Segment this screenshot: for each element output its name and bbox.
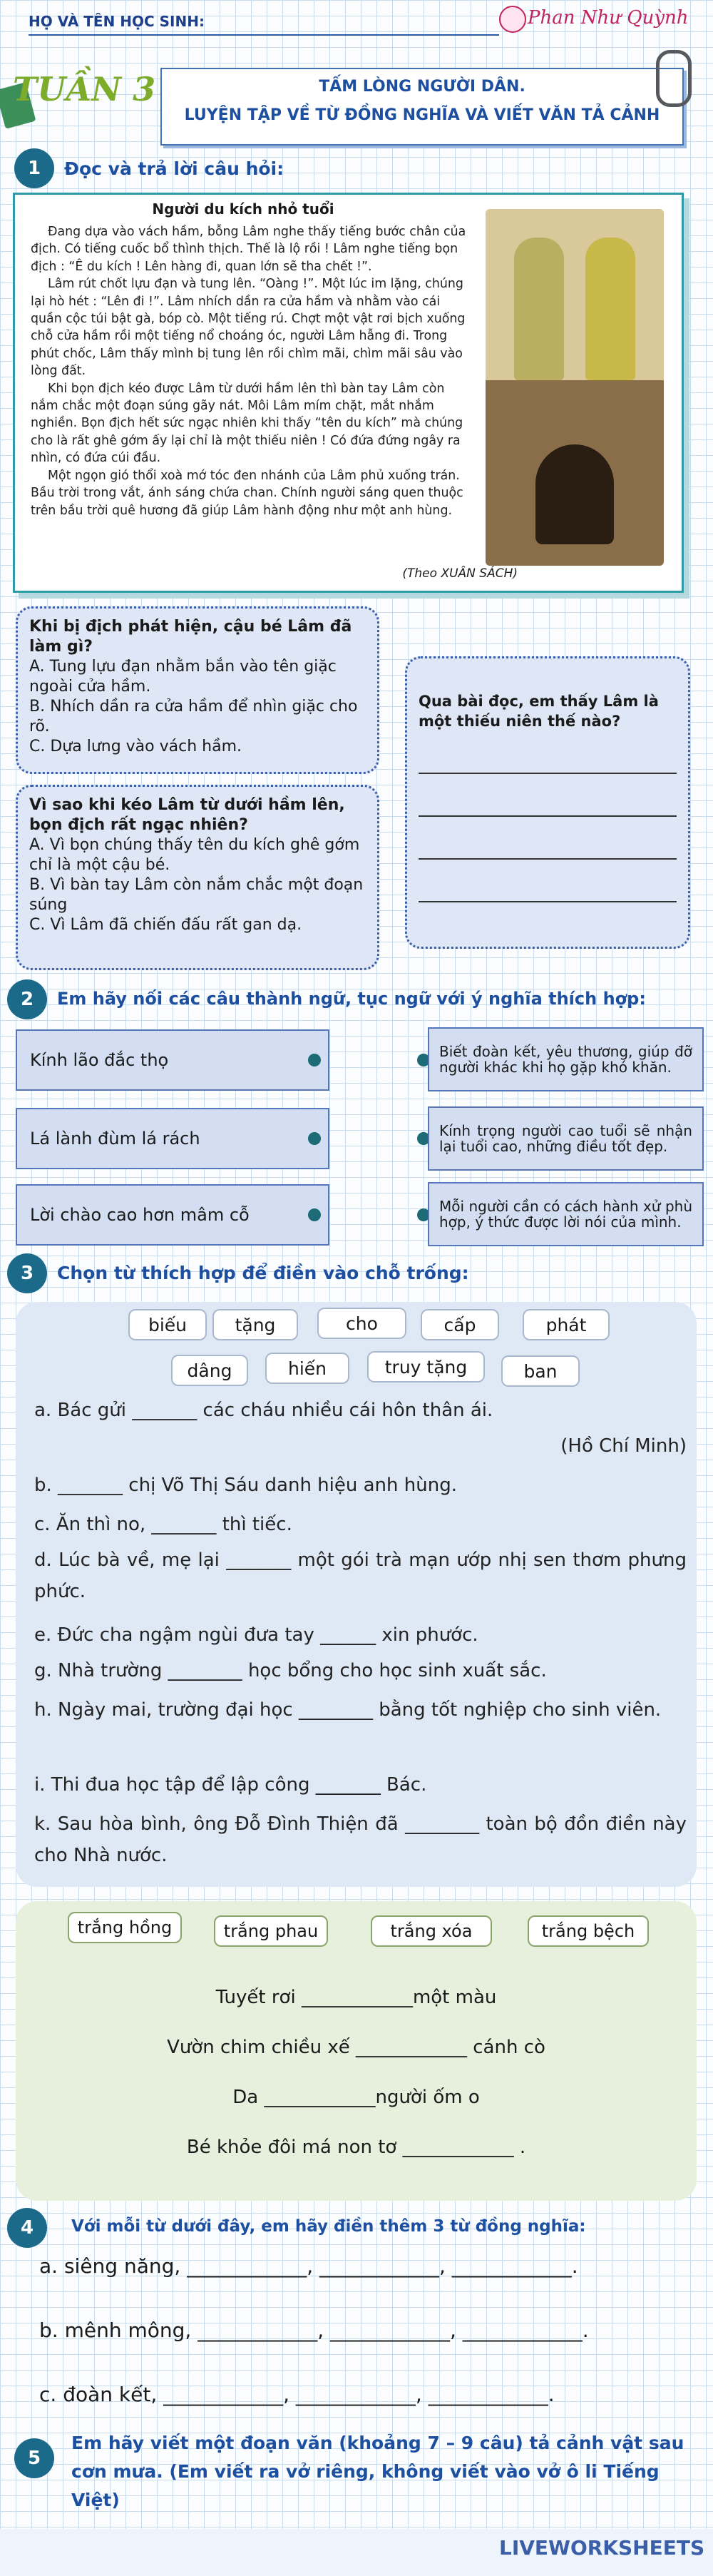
question-1-option-a[interactable]: A. Tung lựu đạn nhằm bắn vào tên giặc ngoài cửa hầm.: [29, 658, 337, 696]
meaning-item[interactable]: Biết đoàn kết, yêu thương, giúp đỡ người khác khi họ gặp khó khăn.: [428, 1027, 704, 1091]
fill-sentence[interactable]: e. Đức cha ngậm ngùi đưa tay ______ xin phước.: [34, 1624, 478, 1646]
fill-sentence-credit: (Hồ Chí Minh): [560, 1435, 687, 1457]
section-2-number: 2: [7, 979, 47, 1019]
section-3-number: 3: [7, 1253, 47, 1293]
author-avatar-icon: [499, 6, 526, 33]
word-chip[interactable]: truy tặng: [367, 1351, 485, 1383]
question-1-option-c[interactable]: C. Dựa lưng vào vách hầm.: [29, 738, 242, 755]
proverb-item[interactable]: Lá lành đùm lá rách: [16, 1108, 329, 1169]
synonym-row[interactable]: a. siêng năng, ____________, ____________, ____________.: [39, 2254, 578, 2278]
title-line-2: LUYỆN TẬP VỀ TỪ ĐỒNG NGHĨA VÀ VIẾT VĂN TẢ CẢNH: [184, 106, 660, 124]
fill-sentence[interactable]: k. Sau hòa bình, ông Đỗ Đình Thiện đã ________ toàn bộ đồn điền này cho Nhà nước.: [34, 1813, 687, 1866]
question-1-box: [16, 606, 379, 774]
soldier-figure: [514, 238, 564, 380]
question-2-box: [16, 785, 379, 970]
match-dot[interactable]: [308, 1054, 321, 1066]
synonym-row[interactable]: b. mênh mông, ____________, ____________, ____________.: [39, 2318, 589, 2342]
author-name: Phan Như Quỳnh: [528, 7, 689, 29]
fill-sentence[interactable]: b. _______ chị Võ Thị Sáu danh hiệu anh hùng.: [34, 1475, 457, 1496]
answer-line[interactable]: [419, 773, 677, 774]
answer-line[interactable]: [419, 815, 677, 817]
synonym-row[interactable]: c. đoàn kết, ____________, ____________, ____________.: [39, 2383, 555, 2406]
answer-line[interactable]: [419, 858, 677, 860]
student-name-label: HỌ VÀ TÊN HỌC SINH:: [29, 13, 205, 30]
poem-line[interactable]: Vườn chim chiều xế ____________ cánh cò: [167, 2037, 545, 2058]
word-chip[interactable]: cấp: [421, 1309, 499, 1340]
soldier-figure: [585, 238, 635, 380]
section-4-title: Với mỗi từ dưới đây, em hãy điền thêm 3 từ đồng nghĩa:: [71, 2217, 586, 2236]
poem-line[interactable]: Da ____________người ốm o: [232, 2087, 480, 2108]
color-word-chip[interactable]: trắng hồng: [68, 1912, 182, 1943]
student-name-line: [29, 13, 499, 36]
section-2-title: Em hãy nối các câu thành ngữ, tục ngữ với ý nghĩa thích hợp:: [57, 989, 646, 1009]
section-1-title: Đọc và trả lời câu hỏi:: [64, 158, 284, 179]
match-dot[interactable]: [308, 1208, 321, 1221]
liveworksheets-logo: LIVEWORKSHEETS: [499, 2536, 705, 2560]
fill-sentence[interactable]: g. Nhà trường ________ học bổng cho học sinh xuất sắc.: [34, 1660, 547, 1681]
word-chip[interactable]: dâng: [171, 1355, 248, 1386]
week-label: TUẦN 3: [13, 70, 156, 108]
fill-sentence[interactable]: d. Lúc bà về, mẹ lại _______ một gói trà mạn ướp nhị sen thơm phưng phức.: [34, 1549, 687, 1602]
cave-shape: [535, 444, 614, 544]
color-word-chip[interactable]: trắng bệch: [528, 1915, 649, 1947]
color-word-chip[interactable]: trắng xóa: [371, 1915, 492, 1947]
fill-sentence[interactable]: a. Bác gửi _______ các cháu nhiều cái hôn thân ái.: [34, 1400, 493, 1421]
question-3-text: Qua bài đọc, em thấy Lâm là một thiếu niên thế nào?: [419, 693, 659, 730]
proverb-item[interactable]: Kính lão đắc thọ: [16, 1029, 329, 1091]
word-chip[interactable]: biếu: [128, 1309, 207, 1340]
color-word-chip[interactable]: trắng phau: [214, 1915, 328, 1947]
story-text: [31, 223, 473, 519]
question-2-option-c[interactable]: C. Vì Lâm đã chiến đấu rất gan dạ.: [29, 916, 302, 934]
question-2-option-a[interactable]: A. Vì bọn chúng thấy tên du kích ghê gớm chỉ là một cậu bé.: [29, 836, 360, 874]
paper-clip-icon: [656, 50, 692, 107]
question-3-box: [405, 656, 690, 949]
story-paragraph: Một ngọn gió thổi xoà mớ tóc đen nhánh của Lâm phủ xuống trán. Bầu trời trong vắt, ánh sáng chứa chan. Chính người sáng quen thuộc trên bầu trời quê hương đã giúp Lâm hành động như một anh hùng.: [31, 468, 463, 518]
word-chip[interactable]: phát: [523, 1309, 610, 1340]
soldiers-illustration: [486, 209, 664, 566]
word-chip[interactable]: hiến: [265, 1353, 349, 1384]
poem-line[interactable]: Bé khỏe đôi má non tơ ____________ .: [186, 2137, 526, 2158]
story-paragraph: Khi bọn địch kéo được Lâm từ dưới hầm lên thì bàn tay Lâm còn nắm chắc một đoạn súng gãy nát. Môi Lâm mím chặt, mắt nhắm nghiền. Bọn địch hết sức ngạc nhiên khi thấy “tên du kích” mà chúng cho là rất ghê gớm ấy lại chỉ là một thiếu niên ! Có đứa đứng ngây ra nhìn, có đứa cúi đầu.: [31, 381, 463, 466]
match-dot[interactable]: [308, 1132, 321, 1145]
meaning-item[interactable]: Mỗi người cần có cách hành xử phù hợp, ý thức được lời nói của mình.: [428, 1182, 704, 1246]
poem-line[interactable]: Tuyết rơi ____________một màu: [215, 1987, 497, 2008]
story-source: (Theo XUÂN SÁCH): [402, 566, 518, 581]
title-line-1: TẤM LÒNG NGƯỜI DÂN.: [319, 78, 525, 96]
title-box: [160, 68, 684, 146]
story-title: Người du kích nhỏ tuổi: [152, 200, 334, 218]
fill-sentence[interactable]: c. Ăn thì no, _______ thì tiếc.: [34, 1514, 292, 1535]
section-1-number: 1: [14, 148, 54, 188]
meaning-item[interactable]: Kính trọng người cao tuổi sẽ nhận lại tuổi cao, những điều tốt đẹp.: [428, 1106, 704, 1171]
story-paragraph: Đang dựa vào vách hầm, bỗng Lâm nghe thấy tiếng bước chân của địch. Có tiếng cuốc bổ thình thịch. Thế là lộ rồi ! Lâm nghe tiếng bọn địch : “Ê du kích ! Lên hàng đi, quan lớn sẽ tha chết !”.: [31, 225, 466, 274]
answer-line[interactable]: [419, 901, 677, 902]
section-3-title: Chọn từ thích hợp để điền vào chỗ trống:: [57, 1263, 469, 1283]
section-5-title: Em hãy viết một đoạn văn (khoảng 7 – 9 câu) tả cảnh vật sau cơn mưa. (Em viết ra vở riêng, không viết vào vở ô li Tiếng Việt): [71, 2433, 684, 2510]
word-chip[interactable]: cho: [317, 1308, 406, 1339]
question-1-option-b[interactable]: B. Nhích dần ra cửa hầm để nhìn giặc cho rõ.: [29, 698, 358, 735]
question-2-text: Vì sao khi kéo Lâm từ dưới hầm lên, bọn địch rất ngạc nhiên?: [29, 796, 345, 834]
word-chip[interactable]: tặng: [212, 1309, 298, 1340]
story-box: [13, 193, 684, 593]
fill-sentence[interactable]: h. Ngày mai, trường đại học ________ bằng tốt nghiệp cho sinh viên.: [34, 1699, 662, 1721]
question-2-option-b[interactable]: B. Vì bàn tay Lâm còn nắm chắc một đoạn súng: [29, 876, 364, 914]
section-4-number: 4: [7, 2208, 47, 2248]
fill-sentence[interactable]: i. Thi đua học tập để lập công _______ Bác.: [34, 1774, 427, 1796]
word-chip[interactable]: ban: [501, 1355, 580, 1387]
story-paragraph: Lâm rút chốt lựu đạn và tung lên. “Oàng !”. Một lúc im lặng, chúng lại hò hét : “Lên đi !”. Lâm nhích dần ra cửa hầm và nhằm vào cái quần cộc túi bật gà, bóp cò. Một tiếng rú. Chợt một vật rơi bịch xuống chỗ cửa hầm rồi một tiếng nổ choáng óc, người Lâm hẫng đi. Trong phút chốc, Lâm thấy mình bị tung lên rồi chìm mãi, chìm mãi sâu vào lòng đất.: [31, 277, 466, 379]
section-5-number: 5: [14, 2438, 54, 2478]
question-1-text: Khi bị địch phát hiện, cậu bé Lâm đã làm gì?: [29, 618, 352, 656]
proverb-item[interactable]: Lời chào cao hơn mâm cỗ: [16, 1184, 329, 1246]
